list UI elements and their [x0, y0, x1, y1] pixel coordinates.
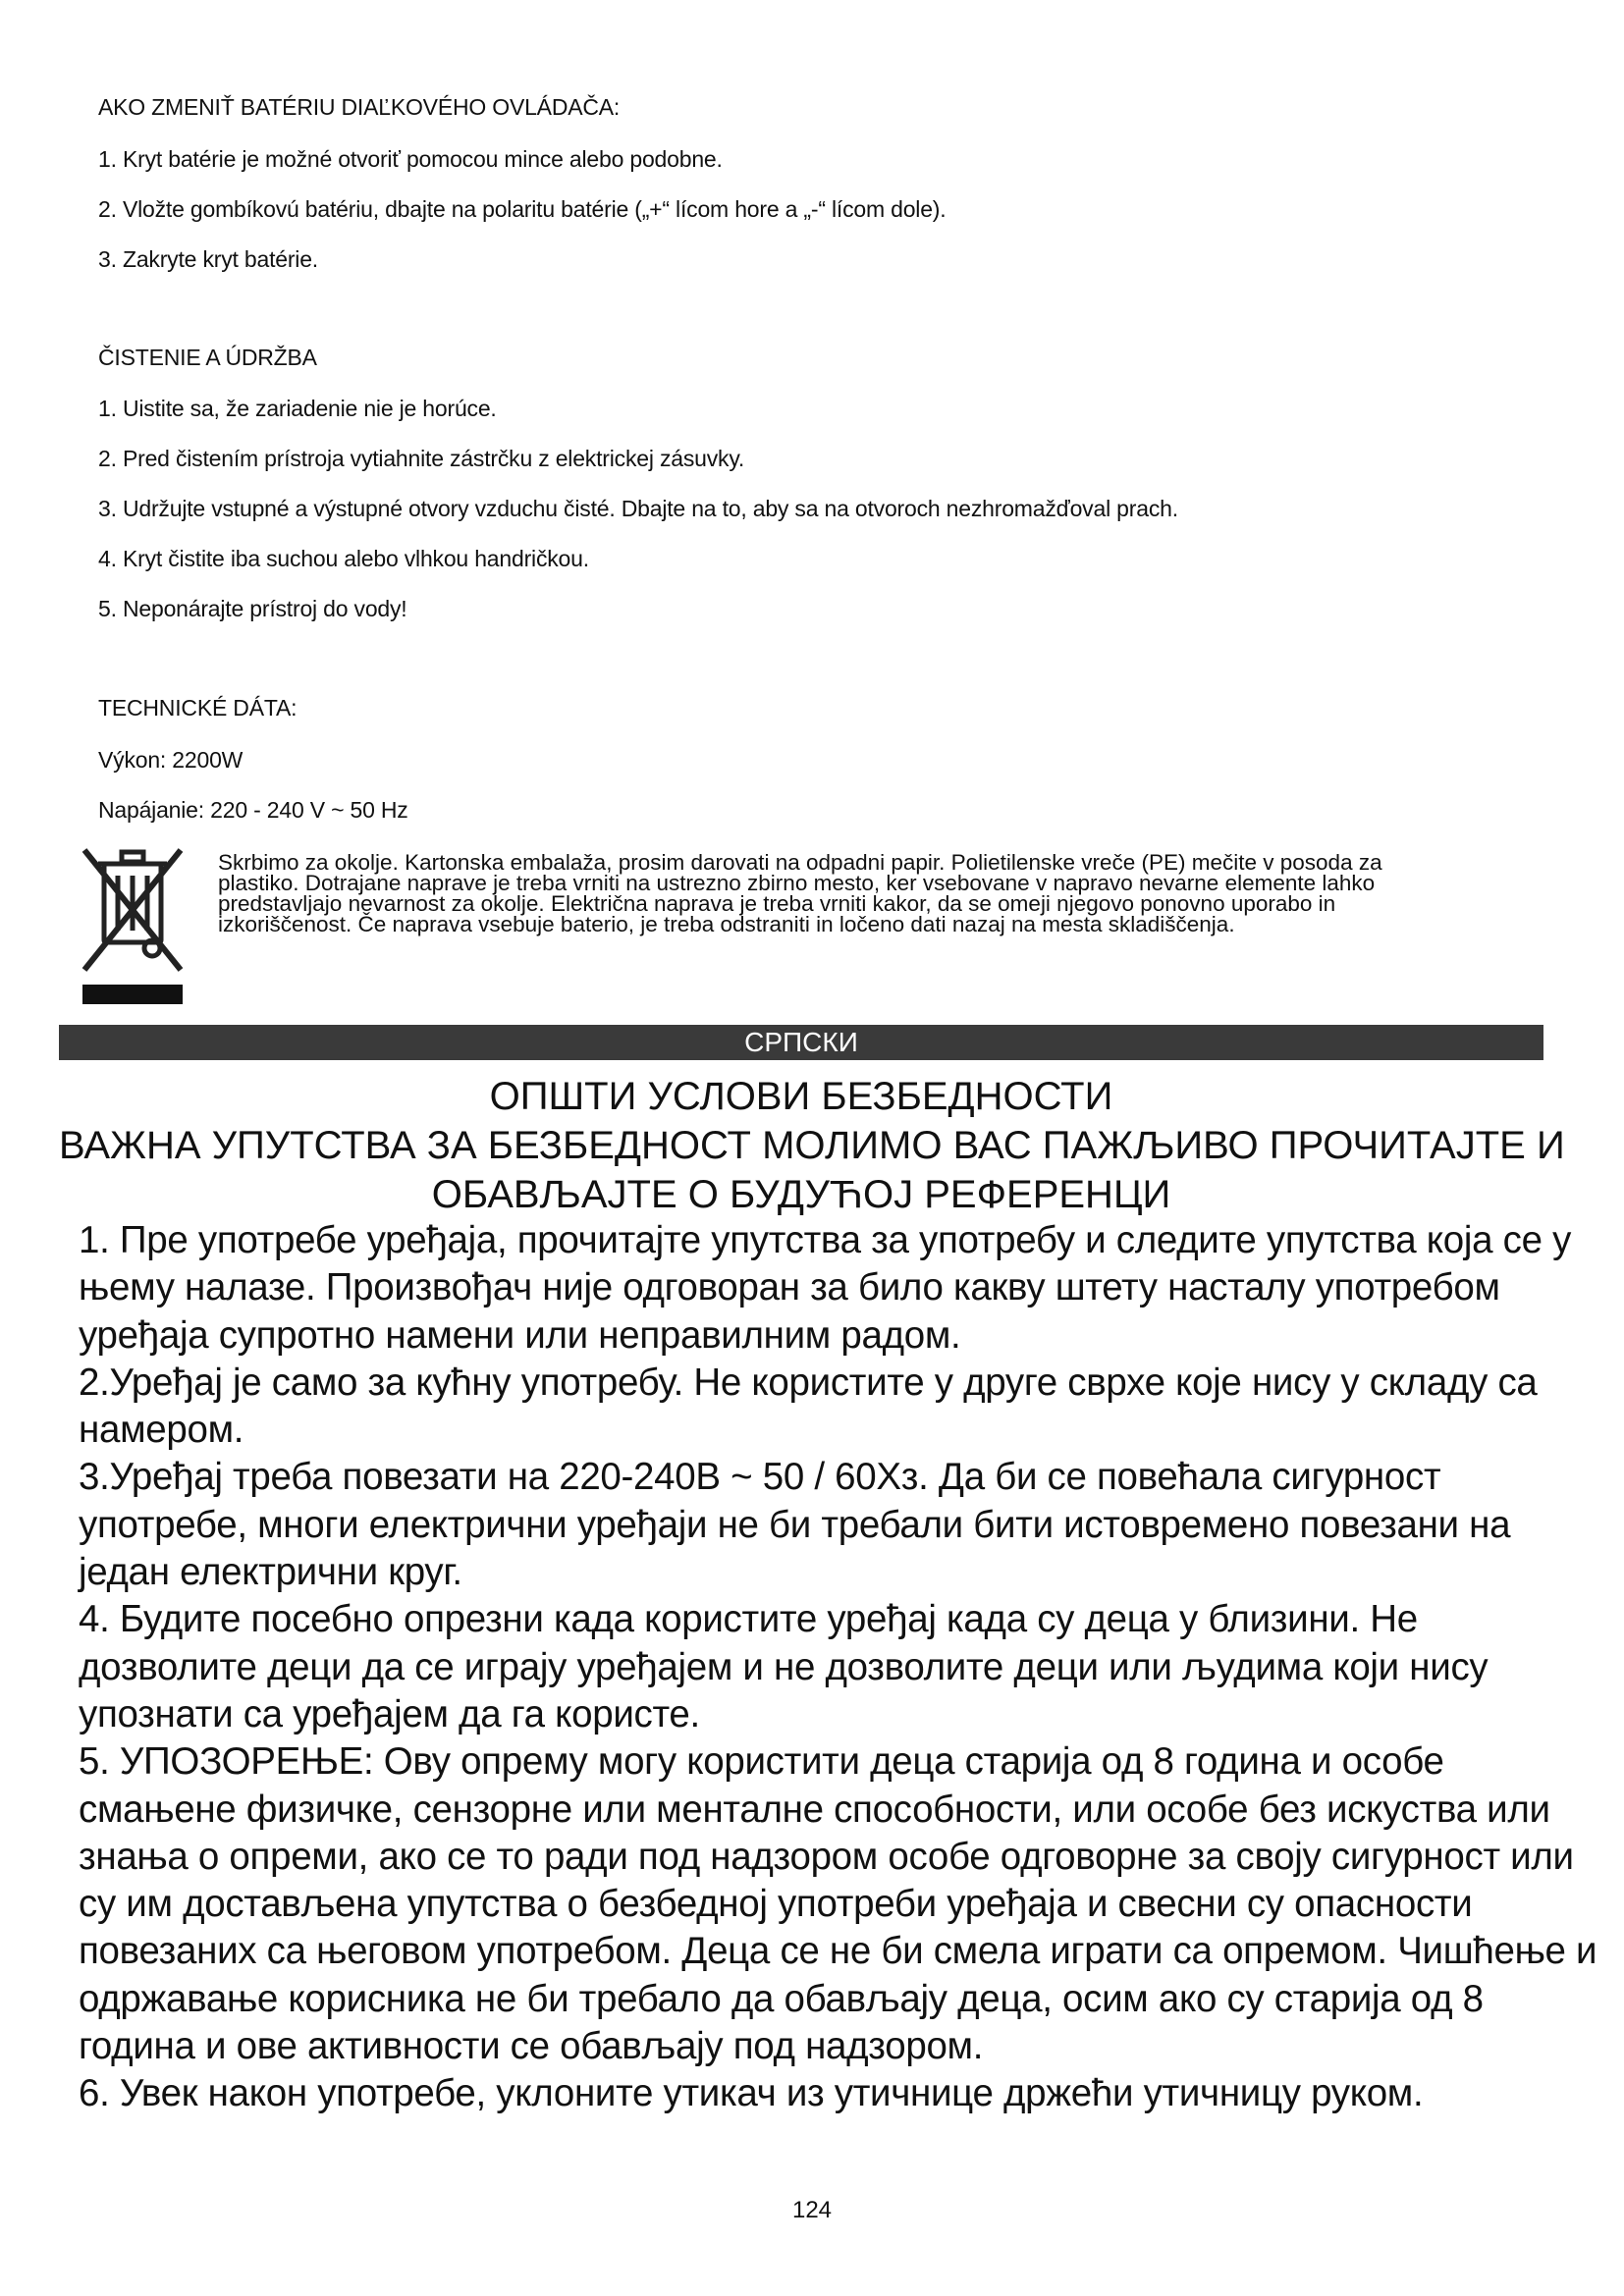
text-line: намером.	[79, 1409, 244, 1452]
list-item: 3. Zakryte kryt batérie.	[98, 246, 318, 272]
list-item: 2. Pred čistením prístroja vytiahnite zástrčku z elektrickej zásuvky.	[98, 446, 745, 471]
text-line: 5. УПОЗОРЕЊЕ: Ову опрему могу користити деца старија од 8 година и особе	[79, 1740, 1444, 1784]
battery-heading: AKO ZMENIŤ BATÉRIU DIAĽKOVÉHO OVLÁDAČA:	[98, 94, 621, 120]
recycling-line: izkoriščenost. Če naprava vsebuje baterio, je treba odstraniti in ločeno dati nazaj na mesta skladiščenja.	[218, 912, 1235, 936]
tech-voltage: Napájanie: 220 - 240 V ~ 50 Hz	[98, 797, 408, 823]
list-item: 1. Kryt batérie je možné otvoriť pomocou mince alebo podobne.	[98, 146, 723, 172]
page-number: 124	[791, 2197, 833, 2223]
text-line: одржавање корисника не би требало да обављају деца, осим ако су старија од 8	[79, 1977, 1484, 2020]
text-line: смањене физичке, сензорне или менталне способности, или особе без искуства или	[79, 1788, 1550, 1831]
recycling-line: plastiko. Dotrajane naprave je treba vrniti na ustrezno zbirno mesto, ker vsebovane v napravo nevarne elemente lahko	[218, 871, 1376, 895]
crossed-out-wheeled-bin-icon	[79, 844, 187, 1006]
text-line: 1. Пре употребе уређаја, прочитајте упутства за употребу и следите упутства која се у	[79, 1219, 1572, 1261]
text-line: су им достављена упутства о безбедној употреби уређаја и свесни су опасности	[79, 1883, 1473, 1926]
text-line: 2.Уређај је само за кућну употребу. Не користите у друге сврхе које нису у складу са	[79, 1361, 1538, 1404]
text-line: дозволите деци да се играју уређајем и не дозволите деци или људима који нису	[79, 1645, 1489, 1688]
text-line: 6. Увек након употребе, уклоните утикач из утичнице држећи утичницу руком.	[79, 2072, 1424, 2115]
text-line: њему налазе. Произвођач није одговоран за било какву штету насталу употребом	[79, 1266, 1500, 1309]
text-line: употребе, многи електрични уређаји не би требали бити истовремено повезани на	[79, 1503, 1511, 1546]
tech-section	[98, 694, 1532, 721]
language-section-bar: СРПСКИ	[59, 1025, 1543, 1060]
tech-list	[98, 746, 1532, 824]
tech-power: Výkon: 2200W	[98, 747, 244, 773]
tech-heading: TECHNICKÉ DÁTA:	[98, 695, 298, 721]
battery-section	[98, 93, 1532, 121]
text-line: знања о опреми, ако се то ради под надзором особе одговорне за своју сигурност или	[79, 1835, 1574, 1878]
list-item: 3. Udržujte vstupné a výstupné otvory vzduchu čisté. Dbajte na to, aby sa na otvoroch nezhromažďoval prach.	[98, 496, 1178, 521]
cleaning-heading: ČISTENIE A ÚDRŽBA	[98, 345, 317, 370]
recycling-note	[218, 852, 1534, 934]
section-subtitle: ВАЖНА УПУТСТВА ЗА БЕЗБЕДНОСТ МОЛИМО ВАС ПАЖЉИВО ПРОЧИТАЈТЕ И	[59, 1124, 1565, 1167]
cleaning-list	[98, 395, 1532, 622]
recycling-line: predstavljajo nevarnost za okolje. Električna naprava je treba vrniti kakor, da se omeji njegovo ponovno uporabo in	[218, 891, 1336, 916]
list-item: 1. Uistite sa, že zariadenie nie je horúce.	[98, 396, 497, 421]
battery-list	[98, 145, 1532, 273]
text-line: 4. Будите посебно опрезни када користите уређај када су деца у близини. Не	[79, 1598, 1418, 1641]
text-line: година и ове активности се обављају под надзором.	[79, 2025, 984, 2068]
section-title: ОПШТИ УСЛОВИ БЕЗБЕДНОСТИ	[489, 1075, 1113, 1118]
text-line: један електрични круг.	[79, 1551, 462, 1594]
section-subtitle: ОБАВЉАЈТЕ О БУДУЋОЈ РЕФЕРЕНЦИ	[431, 1173, 1171, 1216]
recycling-line: Skrbimo za okolje. Kartonska embalaža, prosim darovati na odpadni papir. Polietilenske vreče (PE) mečite v posoda za	[218, 850, 1382, 875]
text-line: 3.Уређај треба повезати на 220-240В ~ 50 / 60Хз. Да би се повећала сигурност	[79, 1456, 1441, 1499]
list-item: 4. Kryt čistite iba suchou alebo vlhkou handričkou.	[98, 546, 589, 571]
text-line: упознати са уређајем да га користе.	[79, 1692, 700, 1735]
text-line: уређаја супротно намени или неправилним радом.	[79, 1313, 961, 1357]
list-item: 2. Vložte gombíkovú batériu, dbajte na polaritu batérie („+“ lícom hore a „-“ lícom dole).	[98, 196, 947, 222]
text-line: повезаних са његовом употребом. Деца се не би смела играти са опремом. Чишћење и	[79, 1930, 1597, 1973]
cleaning-section	[98, 344, 1532, 371]
safety-instructions	[79, 1217, 1597, 2118]
list-item: 5. Neponárajte prístroj do vody!	[98, 596, 407, 621]
